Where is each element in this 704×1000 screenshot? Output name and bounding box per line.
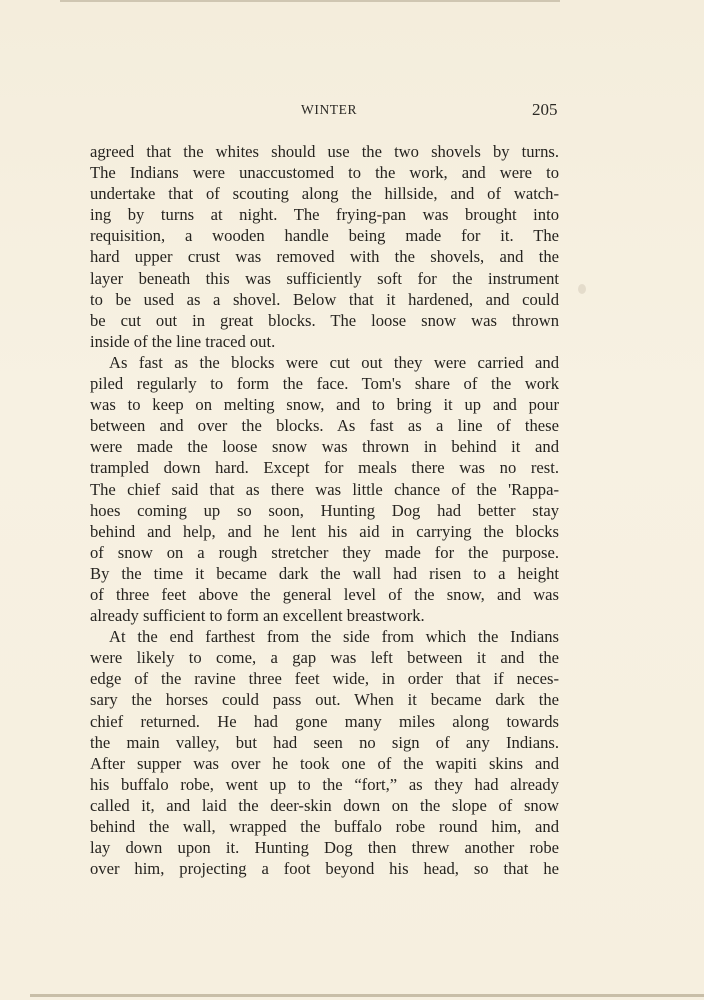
text-line: piled regularly to form the face. Tom's share of the work xyxy=(90,374,559,394)
text-line: chief returned. He had gone many miles along towards xyxy=(90,711,559,731)
text-line: over him, projecting a foot beyond his head, so that he xyxy=(90,859,559,879)
text-line: behind the wall, wrapped the buffalo robe round him, and xyxy=(90,817,559,836)
paragraph-end-line: inside of the line traced out. xyxy=(90,331,276,351)
text-line: The chief said that as there was little chance of the 'Rappa- xyxy=(90,479,559,499)
text-line: be cut out in great blocks. The loose snow was thrown xyxy=(90,310,559,330)
text-line: was to keep on melting snow, and to bring it up and pour xyxy=(90,395,559,415)
text-line: edge of the ravine three feet wide, in order that if neces- xyxy=(90,669,559,689)
text-line: were made the loose snow was thrown in behind it and xyxy=(90,437,559,457)
text-line: undertake that of scouting along the hillside, and of watch- xyxy=(90,184,559,204)
text-line: of three feet above the general level of the snow, and was xyxy=(90,584,559,604)
text-line: ing by turns at night. The frying-pan was brought into xyxy=(90,205,559,225)
paragraph-start-line: As fast as the blocks were cut out they were carried and xyxy=(109,352,559,372)
text-line: of snow on a rough stretcher they made for the purpose. xyxy=(90,542,559,562)
text-line: trampled down hard. Except for meals there was no rest. xyxy=(90,458,559,478)
text-line: requisition, a wooden handle being made for it. The xyxy=(90,226,559,246)
running-head: WINTER xyxy=(301,102,358,117)
text-line: The Indians were unaccustomed to the work, and were to xyxy=(90,163,559,183)
text-line: By the time it became dark the wall had risen to a height xyxy=(90,563,559,583)
page-number: 205 xyxy=(532,100,558,119)
text-line: layer beneath this was sufficiently soft for the instrument xyxy=(90,268,559,288)
text-line: agreed that the whites should use the two shovels by turns. xyxy=(90,142,559,161)
paragraph-start-line: At the end farthest from the side from which the Indians xyxy=(109,627,559,647)
paper-spot xyxy=(578,284,586,294)
page-bottom-edge xyxy=(30,994,704,997)
paragraph-end-line: already sufficient to form an excellent breastwork. xyxy=(90,606,425,626)
page-top-edge xyxy=(60,0,560,2)
text-line: called it, and laid the deer-skin down on the slope of snow xyxy=(90,795,559,815)
text-line: to be used as a shovel. Below that it hardened, and could xyxy=(90,289,559,309)
text-line: the main valley, but had seen no sign of any Indians. xyxy=(90,732,559,752)
text-line: his buffalo robe, went up to the “fort,” as they had already xyxy=(90,774,559,794)
text-line: After supper was over he took one of the wapiti skins and xyxy=(90,753,559,773)
text-line: hard upper crust was removed with the shovels, and the xyxy=(90,247,559,267)
text-line: hoes coming up so soon, Hunting Dog had better stay xyxy=(90,500,559,520)
text-line: behind and help, and he lent his aid in carrying the blocks xyxy=(90,521,559,541)
text-line: lay down upon it. Hunting Dog then threw another robe xyxy=(90,838,559,858)
text-line: between and over the blocks. As fast as a line of these xyxy=(90,416,559,436)
text-line: were likely to come, a gap was left between it and the xyxy=(90,648,559,668)
text-line: sary the horses could pass out. When it became dark the xyxy=(90,690,559,710)
body-text xyxy=(90,141,559,879)
